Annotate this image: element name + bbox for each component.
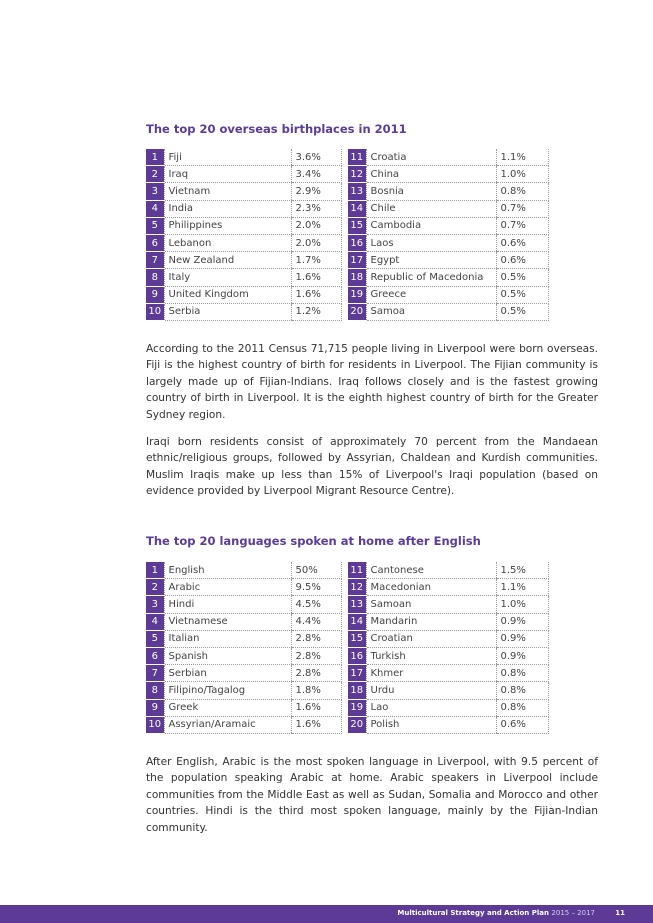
column-gap (341, 562, 348, 579)
rank-cell: 2 (146, 166, 164, 183)
percent-cell: 0.6% (496, 716, 548, 733)
name-cell: Samoan (366, 596, 496, 613)
column-gap (341, 149, 348, 166)
percent-cell: 1.6% (291, 269, 341, 286)
name-cell: Laos (366, 234, 496, 251)
table-row (146, 596, 548, 613)
rank-cell: 6 (146, 647, 164, 664)
percent-cell: 0.8% (496, 699, 548, 716)
table-row (146, 149, 548, 166)
name-cell: Filipino/Tagalog (164, 682, 291, 699)
rank-cell: 14 (348, 200, 366, 217)
rank-cell: 19 (348, 699, 366, 716)
table-row (146, 716, 548, 733)
rank-cell: 4 (146, 613, 164, 630)
rank-cell: 11 (348, 149, 366, 166)
rank-cell: 17 (348, 665, 366, 682)
rank-cell: 20 (348, 303, 366, 320)
name-cell: Arabic (164, 579, 291, 596)
percent-cell: 4.4% (291, 613, 341, 630)
percent-cell: 3.4% (291, 166, 341, 183)
percent-cell: 2.0% (291, 234, 341, 251)
name-cell: Assyrian/Aramaic (164, 716, 291, 733)
name-cell: Mandarin (366, 613, 496, 630)
rank-cell: 13 (348, 183, 366, 200)
name-cell: Vietnamese (164, 613, 291, 630)
column-gap (341, 200, 348, 217)
table-row (146, 252, 548, 269)
name-cell: Croatian (366, 630, 496, 647)
percent-cell: 0.8% (496, 665, 548, 682)
name-cell: Greece (366, 286, 496, 303)
percent-cell: 1.0% (496, 596, 548, 613)
table-row (146, 562, 548, 579)
rank-cell: 16 (348, 234, 366, 251)
rank-cell: 3 (146, 596, 164, 613)
name-cell: Lebanon (164, 234, 291, 251)
rank-cell: 14 (348, 613, 366, 630)
percent-cell: 1.6% (291, 716, 341, 733)
name-cell: Serbian (164, 665, 291, 682)
percent-cell: 0.6% (496, 252, 548, 269)
name-cell: Turkish (366, 647, 496, 664)
percent-cell: 1.1% (496, 579, 548, 596)
rank-cell: 12 (348, 579, 366, 596)
birthplaces-table (146, 149, 549, 321)
percent-cell: 1.8% (291, 682, 341, 699)
paragraph-languages: After English, Arabic is the most spoken language in Liverpool, with 9.5 percent of the population speaking Arabic at home. Arabic speakers in Liverpool include communities from the Middle East as well as Sudan, Somalia and Morocco and other countries. Hindi is the third most spoken language, mainly by the Fijian-Indian community. (146, 756, 598, 834)
rank-cell: 3 (146, 183, 164, 200)
percent-cell: 2.8% (291, 665, 341, 682)
name-cell: United Kingdom (164, 286, 291, 303)
name-cell: Urdu (366, 682, 496, 699)
name-cell: Croatia (366, 149, 496, 166)
languages-title: The top 20 languages spoken at home after English (146, 534, 481, 548)
percent-cell: 0.6% (496, 234, 548, 251)
name-cell: India (164, 200, 291, 217)
column-gap (341, 596, 348, 613)
name-cell: English (164, 562, 291, 579)
name-cell: Republic of Macedonia (366, 269, 496, 286)
percent-cell: 1.6% (291, 286, 341, 303)
rank-cell: 20 (348, 716, 366, 733)
rank-cell: 5 (146, 217, 164, 234)
rank-cell: 18 (348, 269, 366, 286)
percent-cell: 1.7% (291, 252, 341, 269)
rank-cell: 9 (146, 286, 164, 303)
table-row (146, 166, 548, 183)
footer-years: 2015 – 2017 (551, 909, 595, 917)
percent-cell: 3.6% (291, 149, 341, 166)
column-gap (341, 630, 348, 647)
percent-cell: 0.7% (496, 217, 548, 234)
name-cell: China (366, 166, 496, 183)
footer-doc-name: Multicultural Strategy and Action Plan (397, 909, 549, 917)
name-cell: Spanish (164, 647, 291, 664)
column-gap (341, 217, 348, 234)
name-cell: Macedonian (366, 579, 496, 596)
rank-cell: 17 (348, 252, 366, 269)
percent-cell: 0.7% (496, 200, 548, 217)
percent-cell: 1.6% (291, 699, 341, 716)
table-row (146, 234, 548, 251)
name-cell: Fiji (164, 149, 291, 166)
rank-cell: 1 (146, 562, 164, 579)
column-gap (341, 716, 348, 733)
percent-cell: 0.9% (496, 630, 548, 647)
percent-cell: 1.2% (291, 303, 341, 320)
percent-cell: 1.5% (496, 562, 548, 579)
percent-cell: 2.8% (291, 647, 341, 664)
name-cell: Philippines (164, 217, 291, 234)
percent-cell: 9.5% (291, 579, 341, 596)
rank-cell: 2 (146, 579, 164, 596)
name-cell: Polish (366, 716, 496, 733)
name-cell: Vietnam (164, 183, 291, 200)
rank-cell: 15 (348, 217, 366, 234)
table-row (146, 579, 548, 596)
column-gap (341, 579, 348, 596)
column-gap (341, 183, 348, 200)
name-cell: Serbia (164, 303, 291, 320)
rank-cell: 7 (146, 252, 164, 269)
name-cell: Greek (164, 699, 291, 716)
rank-cell: 5 (146, 630, 164, 647)
footer-doc-title (397, 909, 595, 917)
paragraph-iraqi: Iraqi born residents consist of approximately 70 percent from the Mandaean ethnic/religious groups, followed by Assyrian, Chaldean and Kurdish communities. Muslim Iraqis make up less than 15% of Liverpool's Iraqi population (based on evidence provided by Liverpool Migrant Resource Centre). (146, 436, 598, 498)
rank-cell: 1 (146, 149, 164, 166)
birthplaces-title: The top 20 overseas birthplaces in 2011 (146, 122, 407, 136)
percent-cell: 1.0% (496, 166, 548, 183)
rank-cell: 11 (348, 562, 366, 579)
percent-cell: 0.8% (496, 682, 548, 699)
column-gap (341, 269, 348, 286)
table-row (146, 699, 548, 716)
name-cell: Chile (366, 200, 496, 217)
column-gap (341, 286, 348, 303)
table-row (146, 217, 548, 234)
percent-cell: 2.9% (291, 183, 341, 200)
percent-cell: 2.3% (291, 200, 341, 217)
column-gap (341, 682, 348, 699)
name-cell: Bosnia (366, 183, 496, 200)
name-cell: Hindi (164, 596, 291, 613)
percent-cell: 4.5% (291, 596, 341, 613)
table-row (146, 613, 548, 630)
rank-cell: 8 (146, 269, 164, 286)
percent-cell: 0.9% (496, 613, 548, 630)
column-gap (341, 252, 348, 269)
table-row (146, 286, 548, 303)
rank-cell: 12 (348, 166, 366, 183)
name-cell: Samoa (366, 303, 496, 320)
table-row (146, 682, 548, 699)
percent-cell: 1.1% (496, 149, 548, 166)
table-row (146, 665, 548, 682)
rank-cell: 16 (348, 647, 366, 664)
percent-cell: 0.5% (496, 269, 548, 286)
rank-cell: 8 (146, 682, 164, 699)
name-cell: Cambodia (366, 217, 496, 234)
rank-cell: 4 (146, 200, 164, 217)
name-cell: Italy (164, 269, 291, 286)
name-cell: New Zealand (164, 252, 291, 269)
percent-cell: 2.8% (291, 630, 341, 647)
name-cell: Lao (366, 699, 496, 716)
name-cell: Khmer (366, 665, 496, 682)
rank-cell: 13 (348, 596, 366, 613)
rank-cell: 19 (348, 286, 366, 303)
languages-table (146, 562, 549, 734)
percent-cell: 0.5% (496, 303, 548, 320)
column-gap (341, 699, 348, 716)
percent-cell: 2.0% (291, 217, 341, 234)
table-row (146, 303, 548, 320)
table-row (146, 200, 548, 217)
percent-cell: 0.5% (496, 286, 548, 303)
column-gap (341, 303, 348, 320)
page-number: 11 (615, 909, 625, 917)
column-gap (341, 665, 348, 682)
column-gap (341, 613, 348, 630)
rank-cell: 15 (348, 630, 366, 647)
table-row (146, 183, 548, 200)
rank-cell: 9 (146, 699, 164, 716)
page-footer (0, 905, 653, 923)
percent-cell: 0.8% (496, 183, 548, 200)
table-row (146, 630, 548, 647)
rank-cell: 7 (146, 665, 164, 682)
rank-cell: 18 (348, 682, 366, 699)
column-gap (341, 234, 348, 251)
rank-cell: 10 (146, 716, 164, 733)
paragraph-census: According to the 2011 Census 71,715 people living in Liverpool were born overseas. Fiji is the highest country of birth for residents in Liverpool. The Fijian community is largely made up of Fijian-Indians. Iraq follows closely and is the fastest growing country of birth in Liverpool. It is the eighth highest country of birth for the Greater Sydney region. (146, 343, 598, 421)
column-gap (341, 647, 348, 664)
name-cell: Cantonese (366, 562, 496, 579)
name-cell: Italian (164, 630, 291, 647)
percent-cell: 0.9% (496, 647, 548, 664)
table-row (146, 647, 548, 664)
rank-cell: 6 (146, 234, 164, 251)
percent-cell: 50% (291, 562, 341, 579)
rank-cell: 10 (146, 303, 164, 320)
table-row (146, 269, 548, 286)
column-gap (341, 166, 348, 183)
name-cell: Egypt (366, 252, 496, 269)
name-cell: Iraq (164, 166, 291, 183)
